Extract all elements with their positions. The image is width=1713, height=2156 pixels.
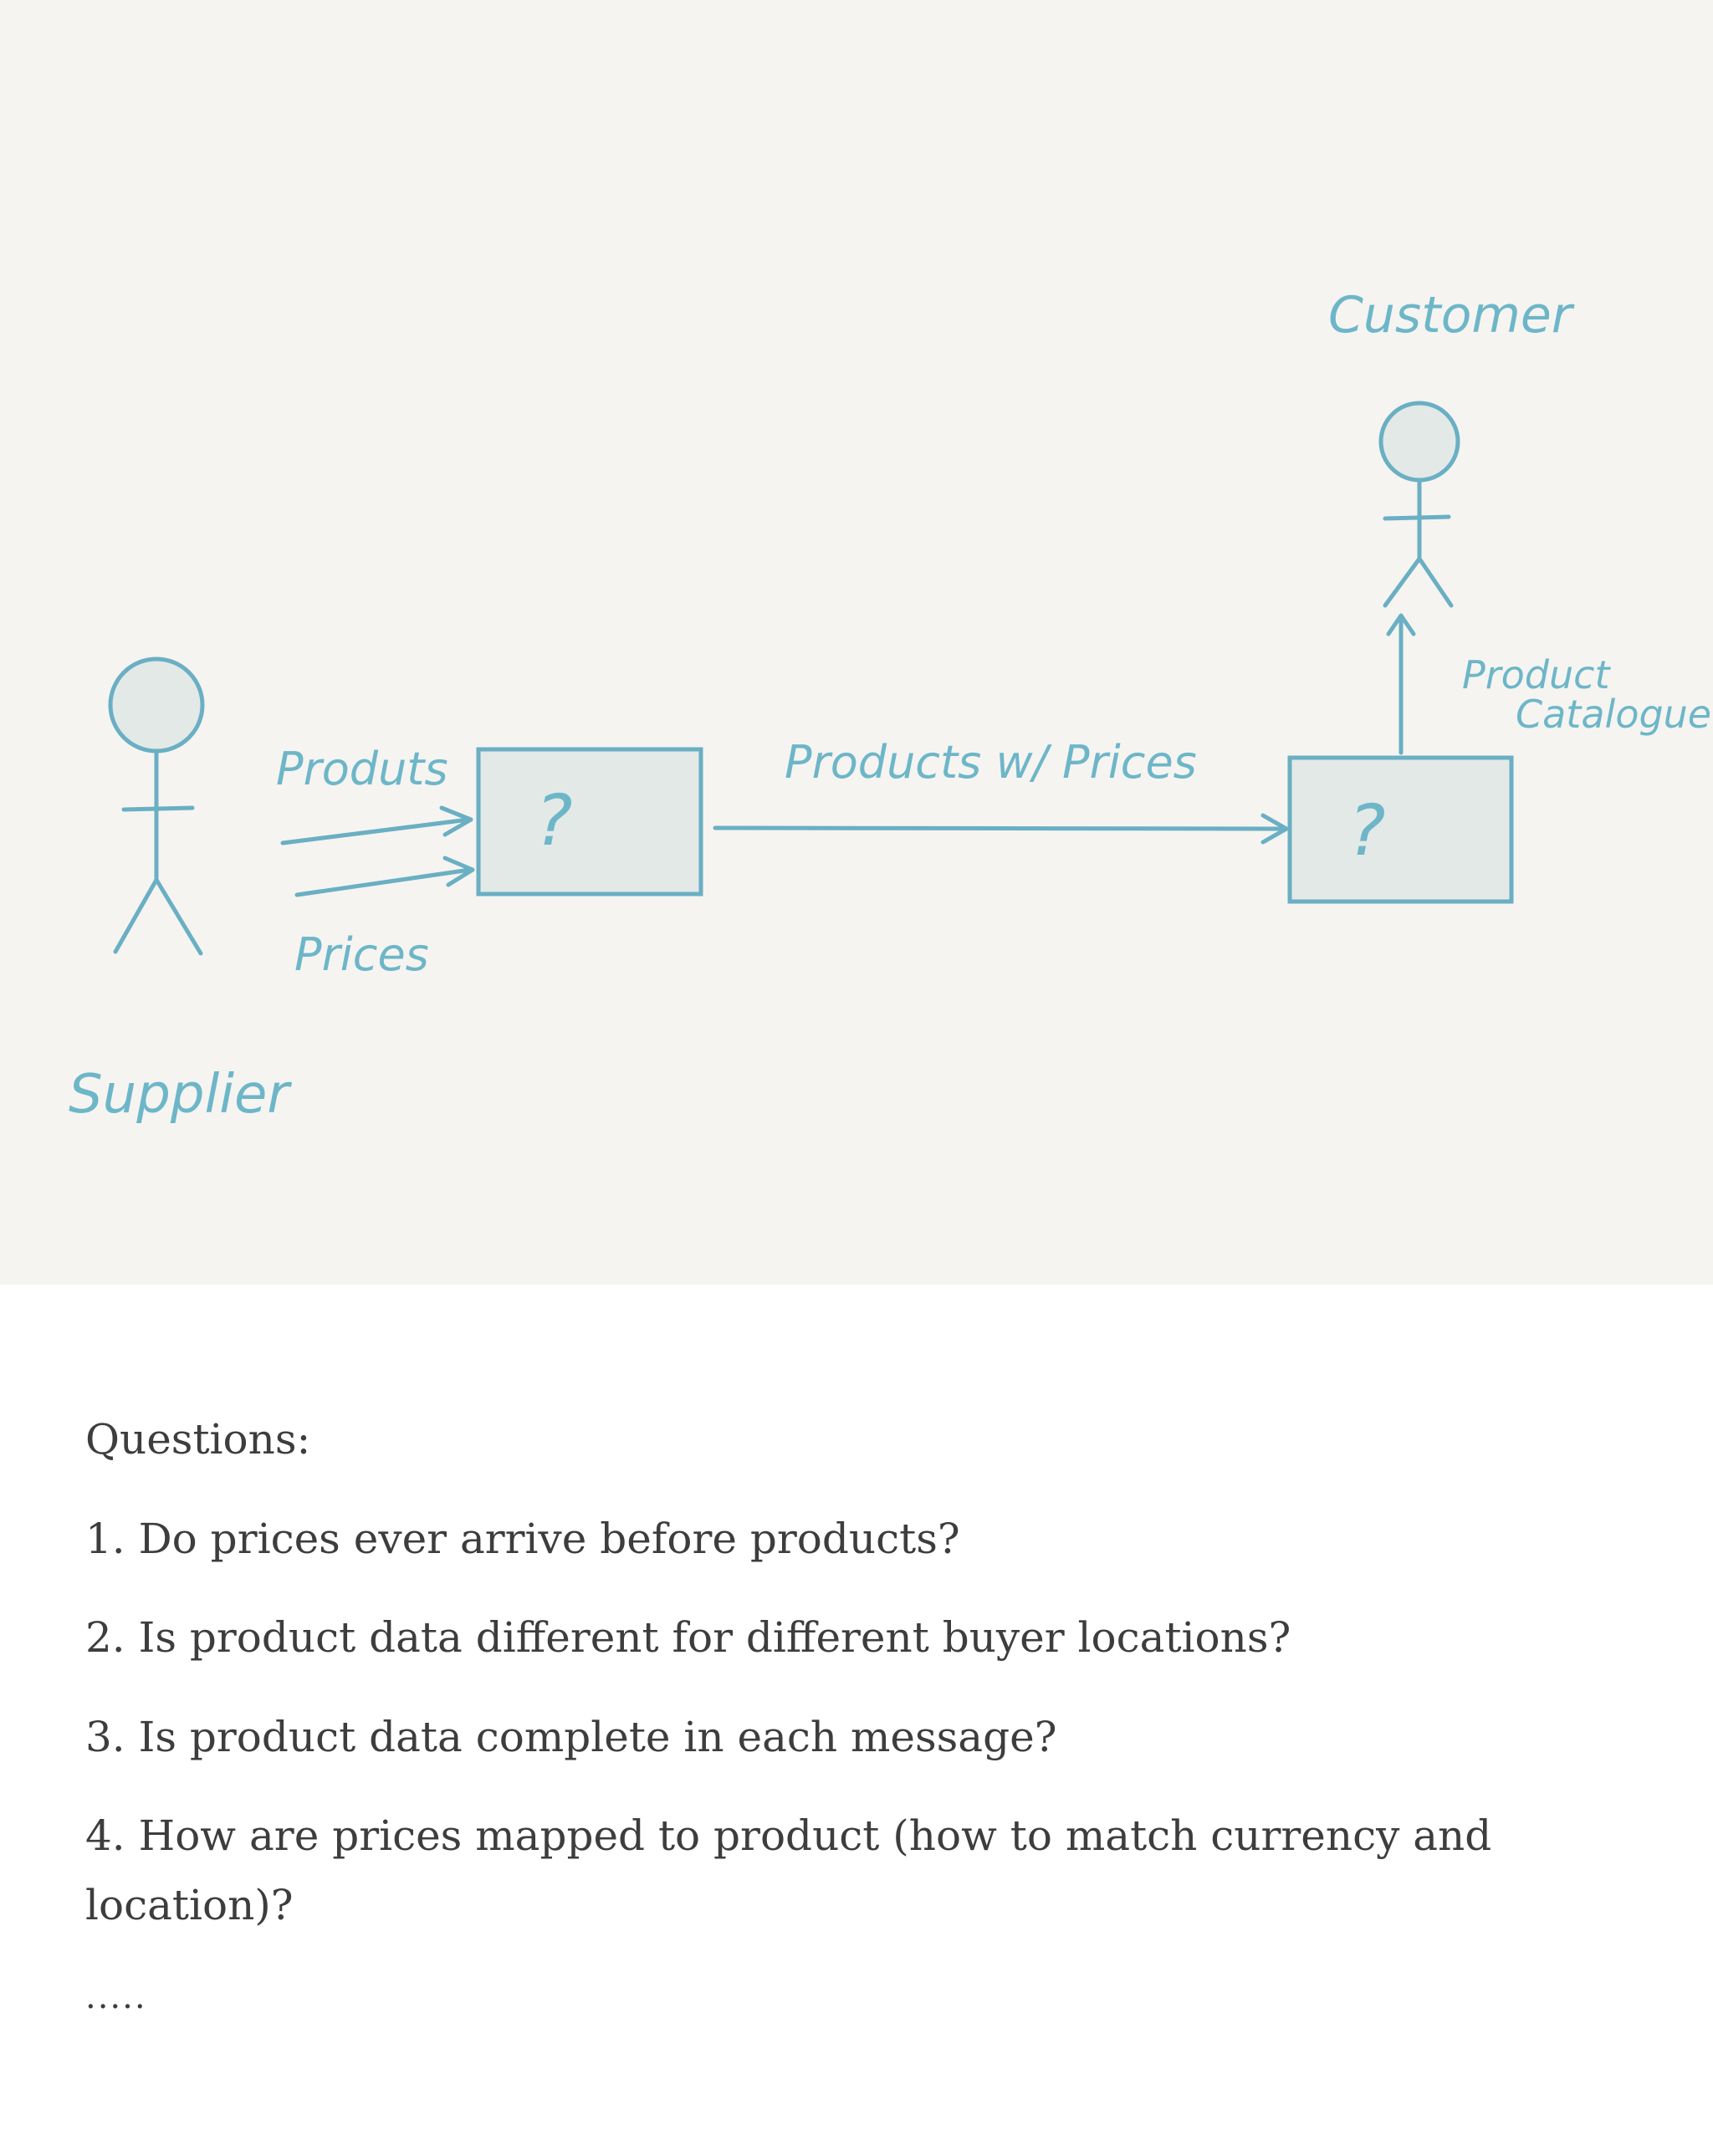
- processor-box: [478, 749, 701, 894]
- customer-head: [1381, 403, 1458, 480]
- product-catalogue-label-line2: Catalogue: [1516, 692, 1712, 737]
- supplier-arms: [124, 808, 192, 810]
- questions-ellipsis: .....: [85, 1978, 147, 2016]
- questions-section: [85, 1405, 1633, 2055]
- questions-heading: Questions:: [85, 1415, 311, 1464]
- supplier-head: [110, 659, 202, 751]
- products-with-prices-arrow: [715, 815, 1286, 842]
- products-flow-label: Produts: [276, 743, 448, 795]
- prices-arrow: [297, 858, 473, 895]
- customer-arms: [1385, 517, 1449, 519]
- question-item: 4. How are prices mapped to product (how to match currency and location)?: [85, 1811, 1492, 1929]
- processor-question-mark: ?: [535, 779, 573, 861]
- products-with-prices-label: Products w/ Prices: [785, 736, 1197, 789]
- catalogue-service-box: [1290, 758, 1511, 902]
- supplier-figure: [110, 659, 202, 953]
- prices-flow-label: Prices: [294, 928, 429, 981]
- question-item: 1. Do prices ever arrive before products?: [85, 1514, 960, 1563]
- product-catalogue-label-line1: Product: [1462, 652, 1610, 697]
- customer-legs: [1385, 559, 1451, 605]
- customer-label: Customer: [1328, 286, 1572, 345]
- supplier-legs: [115, 880, 201, 953]
- supplier-label: Supplier: [69, 1064, 289, 1126]
- question-item: 2. Is product data different for different buyer locations?: [85, 1613, 1291, 1662]
- catalogue-service-question-mark: ?: [1348, 789, 1386, 871]
- product-catalogue-arrow: [1388, 616, 1414, 753]
- products-arrow: [283, 808, 471, 843]
- question-item: 3. Is product data complete in each message?: [85, 1712, 1057, 1761]
- customer-figure: [1381, 403, 1458, 605]
